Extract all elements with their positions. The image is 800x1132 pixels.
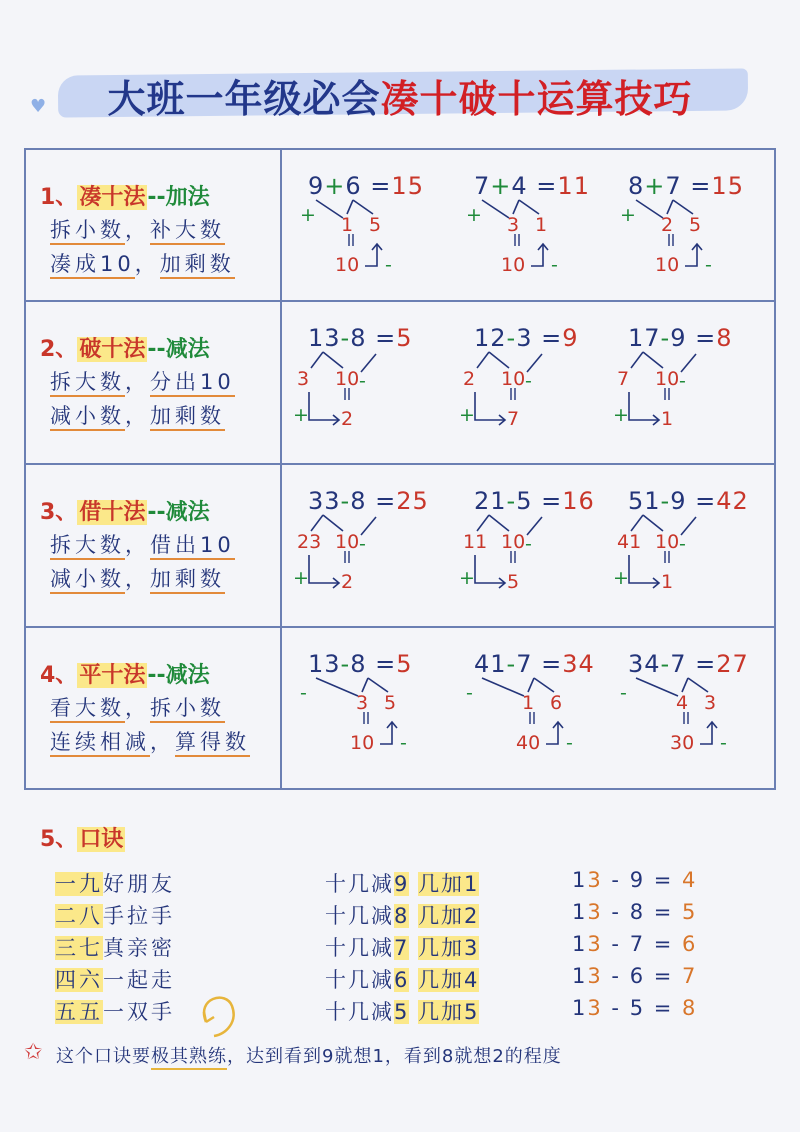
calc-eq: = <box>645 964 683 988</box>
rule-subtrahend: 9 <box>394 872 410 896</box>
method-num: 1、 <box>40 185 78 210</box>
digit-right: 5 <box>369 214 382 236</box>
calc-ones: 3 <box>587 900 603 924</box>
method-dash: -- <box>147 337 166 362</box>
result: 34 <box>562 650 595 678</box>
calc-result: 6 <box>682 932 698 956</box>
calc-eq: = <box>645 900 683 924</box>
calc-sub: 8 <box>629 900 646 924</box>
sign-right: - <box>400 732 407 754</box>
operand-a: 41 <box>474 650 507 678</box>
digit-right: 10 <box>501 368 526 390</box>
method-dash: -- <box>147 185 166 210</box>
digit-left: 41 <box>617 531 642 553</box>
calc-ones: 3 <box>587 964 603 988</box>
operand-b: 9 <box>670 324 687 352</box>
operand-b: 8 <box>350 650 367 678</box>
rule-part: 连续相减 <box>50 730 150 757</box>
operand-b: 6 <box>345 172 362 200</box>
result: 9 <box>562 324 579 352</box>
rule-part: 加剩数 <box>160 252 235 279</box>
digit-right: 10 <box>335 531 360 553</box>
rule-part: 看大数 <box>50 696 125 723</box>
method-num: 3、 <box>40 500 78 525</box>
equals: = <box>686 324 717 352</box>
rule-sep: ， <box>125 696 150 720</box>
operand-b: 7 <box>516 650 533 678</box>
operand-a: 7 <box>474 172 491 200</box>
method-kind: 减法 <box>165 500 210 525</box>
sign-left: + <box>466 204 482 226</box>
calc-tens: 1 <box>572 868 588 892</box>
result: 5 <box>396 650 413 678</box>
digit-left: 4 <box>676 692 689 714</box>
rhyme-number: 二八 <box>55 904 103 928</box>
equals: = <box>686 650 717 678</box>
operand-b: 7 <box>670 650 687 678</box>
operand-b: 5 <box>516 487 533 515</box>
calc-result: 7 <box>682 964 698 988</box>
calc-op: - <box>602 932 630 956</box>
bottom-value: 30 <box>670 732 695 754</box>
equals: = <box>686 487 717 515</box>
rule-add: 几加4 <box>418 968 480 992</box>
rule-subtrahend: 7 <box>394 936 410 960</box>
bottom-value: 5 <box>507 571 520 593</box>
rule-add: 几加5 <box>418 1000 480 1024</box>
bottom-value: 7 <box>507 408 520 430</box>
sign-right: - <box>551 254 558 276</box>
rule-sep: ， <box>125 218 150 242</box>
digit-right: 6 <box>550 692 563 714</box>
sign-left: - <box>466 682 473 704</box>
digit-right: 10 <box>655 368 680 390</box>
rule-add: 几加2 <box>418 904 480 928</box>
calc-tens: 1 <box>572 932 588 956</box>
operator: - <box>506 650 517 678</box>
rule-subtrahend: 6 <box>394 968 410 992</box>
digit-right: 1 <box>535 214 548 236</box>
rule-part: 减小数 <box>50 404 125 431</box>
rule-prefix: 十几减 <box>325 936 394 960</box>
bottom-value: 10 <box>655 254 680 276</box>
rule-sep: ， <box>125 370 150 394</box>
operand-a: 13 <box>308 324 341 352</box>
calc-sub: 6 <box>629 964 646 988</box>
rhyme-text: 手拉手 <box>103 904 175 928</box>
sign-right: - <box>525 533 532 555</box>
rhyme-number: 五五 <box>55 1000 103 1024</box>
operator: + <box>324 172 346 200</box>
footer-note <box>56 1042 562 1068</box>
calc-tens: 1 <box>572 900 588 924</box>
method-kind: 减法 <box>165 337 210 362</box>
rule-part: 分出10 <box>150 370 235 397</box>
digit-left: 3 <box>297 368 310 390</box>
rule-sep: ， <box>134 252 160 276</box>
footer-emph: 极其熟练 <box>151 1046 227 1070</box>
rule-subtrahend: 5 <box>394 1000 410 1024</box>
rule-prefix: 十几减 <box>325 904 394 928</box>
rule-sep: ， <box>125 404 150 428</box>
rule-subtrahend: 8 <box>394 904 410 928</box>
equals: = <box>681 172 712 200</box>
calc-op: - <box>602 900 630 924</box>
calc-ones: 3 <box>587 932 603 956</box>
result: 8 <box>716 324 733 352</box>
rule-sep: ， <box>125 567 150 591</box>
rule-part: 拆小数 <box>50 218 125 245</box>
method-kind: 减法 <box>165 663 210 688</box>
rule-part: 拆大数 <box>50 533 125 560</box>
operator: + <box>644 172 666 200</box>
calc-op: - <box>602 868 630 892</box>
rule-add: 几加1 <box>418 872 480 896</box>
digit-left: 3 <box>507 214 520 236</box>
rule-prefix: 十几减 <box>325 1000 394 1024</box>
rule-prefix: 十几减 <box>325 872 394 896</box>
result: 42 <box>716 487 749 515</box>
result: 27 <box>716 650 749 678</box>
bottom-value: 40 <box>516 732 541 754</box>
calc-ones: 3 <box>587 868 603 892</box>
operand-b: 7 <box>665 172 682 200</box>
result: 15 <box>711 172 744 200</box>
operator: - <box>660 324 671 352</box>
bottom-value: 10 <box>501 254 526 276</box>
result: 15 <box>391 172 424 200</box>
calc-sub: 9 <box>629 868 646 892</box>
result: 16 <box>562 487 595 515</box>
operand-a: 51 <box>628 487 661 515</box>
sign-right: - <box>566 732 573 754</box>
digit-left: 23 <box>297 531 322 553</box>
operator: - <box>506 324 517 352</box>
rhyme-text: 好朋友 <box>103 872 175 896</box>
operator: - <box>660 650 671 678</box>
calc-sub: 5 <box>629 996 646 1020</box>
sign-left: + <box>613 404 629 426</box>
bottom-value: 2 <box>341 408 354 430</box>
method-kind: 加法 <box>165 185 210 210</box>
operand-a: 12 <box>474 324 507 352</box>
title-part1: 大班一年级必会 <box>107 77 381 121</box>
sign-right: - <box>359 370 366 392</box>
operator: - <box>506 487 517 515</box>
rhyme-number: 一九 <box>55 872 103 896</box>
sign-left: + <box>620 204 636 226</box>
calc-result: 4 <box>682 868 698 892</box>
method-name: 凑十法 <box>79 185 146 210</box>
koujue-label: 口诀 <box>79 827 124 852</box>
method-name: 借十法 <box>79 500 146 525</box>
sign-right: - <box>679 370 686 392</box>
title-part2: 凑十破十运算技巧 <box>380 77 693 121</box>
rule-part: 拆小数 <box>150 696 225 723</box>
calc-ones: 3 <box>587 996 603 1020</box>
calc-tens: 1 <box>572 964 588 988</box>
equals: = <box>361 172 392 200</box>
operator: + <box>490 172 512 200</box>
bottom-value: 10 <box>335 254 360 276</box>
rule-part: 补大数 <box>150 218 225 245</box>
rule-sep: ， <box>125 533 150 557</box>
sign-left: + <box>613 567 629 589</box>
equals: = <box>532 650 563 678</box>
rule-part: 加剩数 <box>150 567 225 594</box>
operator: - <box>340 487 351 515</box>
sign-left: + <box>459 567 475 589</box>
rule-part: 减小数 <box>50 567 125 594</box>
result: 25 <box>396 487 429 515</box>
calc-eq: = <box>645 868 683 892</box>
digit-right: 10 <box>501 531 526 553</box>
sign-left: + <box>459 404 475 426</box>
rhyme-text: 一双手 <box>103 1000 175 1024</box>
digit-left: 1 <box>522 692 535 714</box>
rule-add: 几加3 <box>418 936 480 960</box>
method-num: 4、 <box>40 663 78 688</box>
calc-result: 8 <box>682 996 698 1020</box>
operand-b: 3 <box>516 324 533 352</box>
rule-part: 算得数 <box>175 730 250 757</box>
calc-sub: 7 <box>629 932 646 956</box>
digit-left: 11 <box>463 531 488 553</box>
equals: = <box>532 487 563 515</box>
digit-left: 3 <box>356 692 369 714</box>
equals: = <box>366 487 397 515</box>
sign-right: - <box>525 370 532 392</box>
calc-op: - <box>602 996 630 1020</box>
rhyme-text: 一起走 <box>103 968 175 992</box>
koujue-num: 5、 <box>40 827 78 852</box>
operand-a: 13 <box>308 650 341 678</box>
result: 11 <box>557 172 590 200</box>
operand-a: 8 <box>628 172 645 200</box>
result: 5 <box>396 324 413 352</box>
operator: - <box>340 324 351 352</box>
rule-part: 借出10 <box>150 533 235 560</box>
equals: = <box>366 650 397 678</box>
rule-part: 加剩数 <box>150 404 225 431</box>
operand-a: 21 <box>474 487 507 515</box>
operand-a: 34 <box>628 650 661 678</box>
equals: = <box>532 324 563 352</box>
method-dash: -- <box>147 663 166 688</box>
equals: = <box>527 172 558 200</box>
sign-right: - <box>359 533 366 555</box>
digit-right: 10 <box>335 368 360 390</box>
digit-left: 7 <box>617 368 630 390</box>
equals: = <box>366 324 397 352</box>
operand-b: 9 <box>670 487 687 515</box>
method-num: 2、 <box>40 337 78 362</box>
sign-left: - <box>300 682 307 704</box>
calc-eq: = <box>645 932 683 956</box>
sign-left: + <box>293 567 309 589</box>
heart-icon: ♥ <box>30 96 47 117</box>
rule-prefix: 十几减 <box>325 968 394 992</box>
method-name: 破十法 <box>79 337 146 362</box>
rhyme-number: 四六 <box>55 968 103 992</box>
operator: - <box>660 487 671 515</box>
sign-right: - <box>720 732 727 754</box>
method-name: 平十法 <box>79 663 146 688</box>
operand-b: 8 <box>350 487 367 515</box>
calc-eq: = <box>645 996 683 1020</box>
sign-left: + <box>300 204 316 226</box>
sign-right: - <box>679 533 686 555</box>
method-dash: -- <box>147 500 166 525</box>
operand-a: 9 <box>308 172 325 200</box>
footer-post: ，达到看到9就想1，看到8就想2的程度 <box>227 1046 562 1067</box>
operand-a: 33 <box>308 487 341 515</box>
operand-a: 17 <box>628 324 661 352</box>
star-icon: ✩ <box>24 1040 43 1065</box>
bottom-value: 1 <box>661 408 674 430</box>
sign-left: + <box>293 404 309 426</box>
rule-part: 拆大数 <box>50 370 125 397</box>
digit-right: 3 <box>704 692 717 714</box>
sign-right: - <box>385 254 392 276</box>
operator: - <box>340 650 351 678</box>
calc-tens: 1 <box>572 996 588 1020</box>
bottom-value: 1 <box>661 571 674 593</box>
rule-sep: ， <box>150 730 175 754</box>
digit-right: 10 <box>655 531 680 553</box>
operand-b: 8 <box>350 324 367 352</box>
rhyme-text: 真亲密 <box>103 936 175 960</box>
calc-result: 5 <box>682 900 698 924</box>
digit-right: 5 <box>384 692 397 714</box>
sign-right: - <box>705 254 712 276</box>
digit-left: 2 <box>661 214 674 236</box>
bottom-value: 10 <box>350 732 375 754</box>
sign-left: - <box>620 682 627 704</box>
operand-b: 4 <box>511 172 528 200</box>
digit-left: 2 <box>463 368 476 390</box>
calc-op: - <box>602 964 630 988</box>
bottom-value: 2 <box>341 571 354 593</box>
digit-left: 1 <box>341 214 354 236</box>
rhyme-number: 三七 <box>55 936 103 960</box>
footer-pre: 这个口诀要 <box>56 1046 151 1067</box>
digit-right: 5 <box>689 214 702 236</box>
rule-part: 凑成10 <box>50 252 135 279</box>
